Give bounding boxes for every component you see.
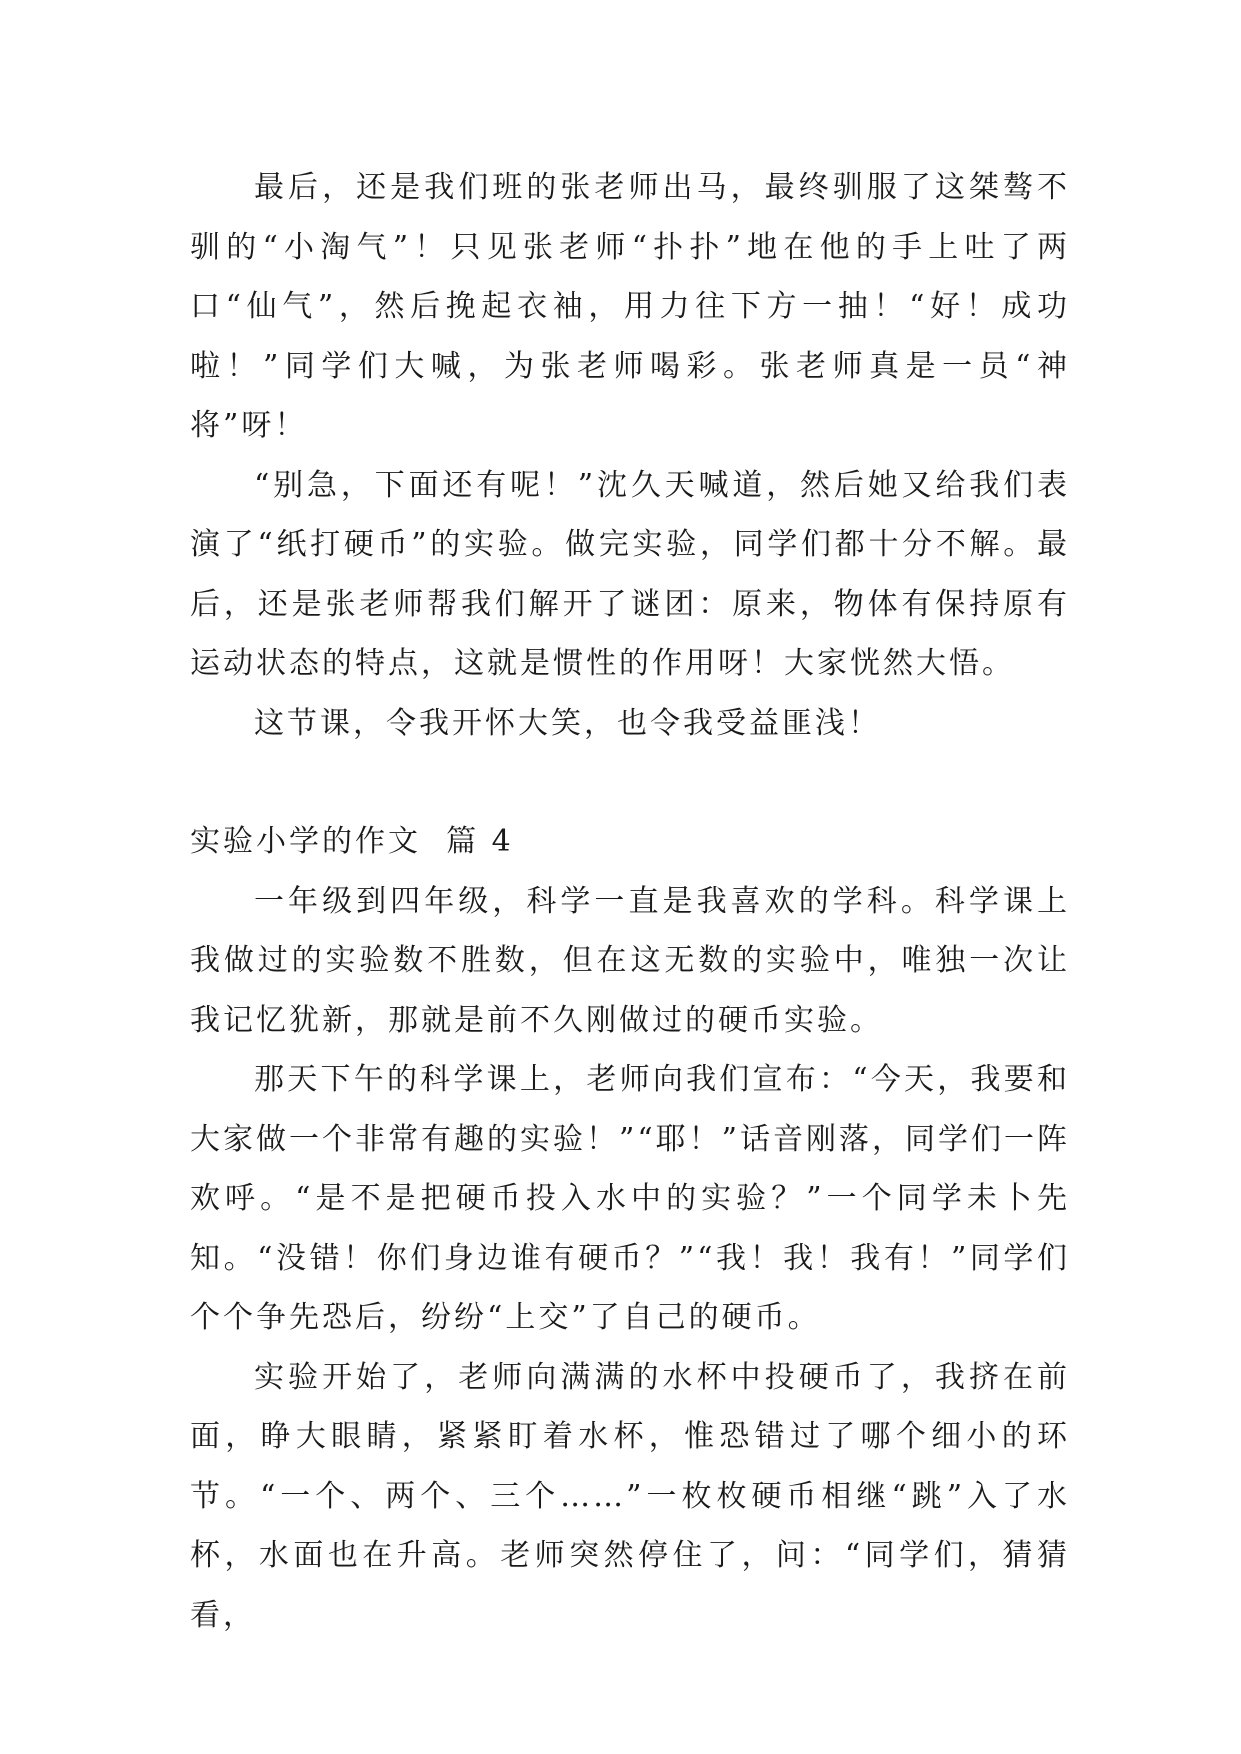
paragraph: 一年级到四年级，科学一直是我喜欢的学科。科学课上我做过的实验数不胜数，但在这无数的实验中，唯独一次让我记忆犹新，那就是前不久刚做过的硬币实验。 (190, 883, 1070, 1038)
paragraph: 实验开始了，老师向满满的水杯中投硬币了，我挤在前面，睁大眼睛，紧紧盯着水杯，惟恐错过了哪个细小的环节。“一个、两个、三个……”一枚枚硬币相继“跳”入了水杯，水面也在升高。老师突然停住了，问：“同学们，猜猜看， (190, 1359, 1070, 1633)
paragraph: “别急，下面还有呢！”沈久天喊道，然后她又给我们表演了“纸打硬币”的实验。做完实验，同学们都十分不解。最后，还是张老师帮我们解开了谜团：原来，物体有保持原有运动状态的特点，这就是惯性的作用呀！大家恍然大悟。 (190, 467, 1070, 681)
paragraph: 最后，还是我们班的张老师出马，最终驯服了这桀骜不驯的“小淘气”！只见张老师“扑扑”地在他的手上吐了两口“仙气”，然后挽起衣袖，用力往下方一抽！“好！成功啦！”同学们大喊，为张老师喝彩。张老师真是一员“神将”呀！ (190, 170, 1070, 443)
paragraph: 这节课，令我开怀大笑，也令我受益匪浅！ (254, 705, 881, 741)
document-body (190, 158, 1070, 1645)
paragraph: 那天下午的科学课上，老师向我们宣布：“今天，我要和大家做一个非常有趣的实验！”“耶！”话音刚落，同学们一阵欢呼。“是不是把硬币投入水中的实验？”一个同学未卜先知。“没错！你们身边谁有硬币？”“我！我！我有！”同学们个个争先恐后，纷纷“上交”了自己的硬币。 (190, 1062, 1071, 1335)
section-heading: 实验小学的作文 篇 4 (190, 824, 514, 859)
